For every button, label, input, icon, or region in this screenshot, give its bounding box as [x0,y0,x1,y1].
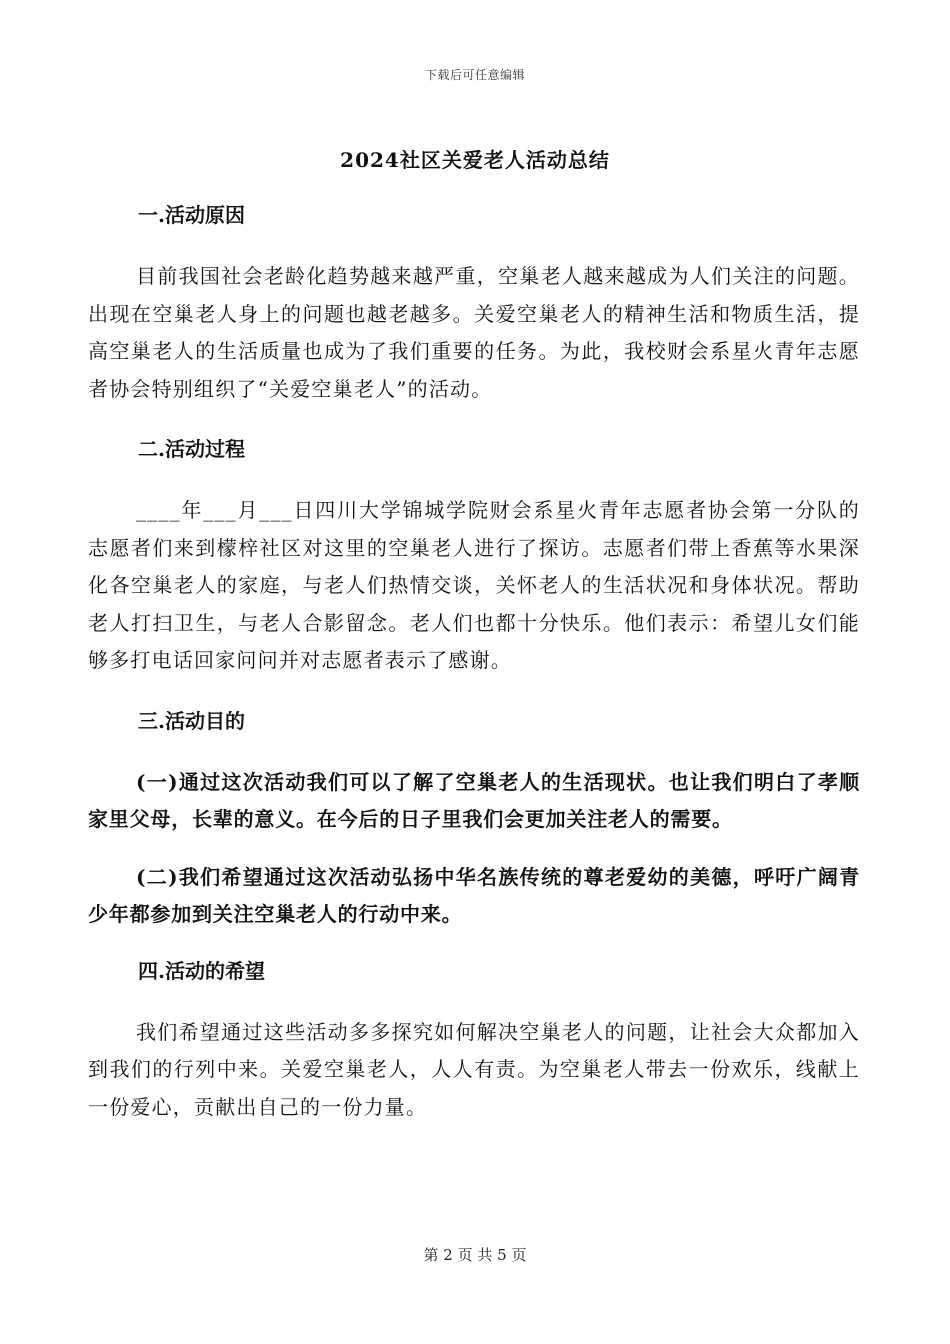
paragraph-bold: (一)通过这次活动我们可以了解了空巢老人的生活现状。也让我们明白了孝顺家里父母，长辈的意义。在今后的日子里我们会更加关注老人的需要。 [88,769,860,831]
section-reason [88,198,860,408]
header-note: 下载后可任意编辑 [424,68,525,82]
paragraph: 目前我国社会老龄化趋势越来越严重，空巢老人越来越成为人们关注的问题。出现在空巢老人身上的问题也越老越多。关爱空巢老人的精神生活和物质生活，提高空巢老人的生活质量也成为了我们重要的任务。为此，我校财会系星火青年志愿者协会特别组织了“关爱空巢老人”的活动。 [88,264,860,401]
section-purpose [88,704,860,934]
section-heading: 四.活动的希望 [138,958,265,983]
section-heading: 二.活动过程 [138,437,245,461]
document-body [88,198,860,1150]
paragraph: ____年___月___日四川大学锦城学院财会系星火青年志愿者协会第一分队的志愿者们来到檬梓社区对这里的空巢老人进行了探访。志愿者们带上香蕉等水果深化各空巢老人的家庭，与老人们热情交谈，关怀老人的生活状况和身体状况。帮助老人打扫卫生，与老人合影留念。老人们也都十分快乐。他们表示：希望儿女们能够多打电话回家问问并对志愿者表示了感谢。 [88,498,860,672]
section-process [88,432,860,680]
paragraph-bold: (二)我们希望通过这次活动弘扬中华名族传统的尊老爱幼的美德，呼吁广阔青少年都参加到关注空巢老人的行动中来。 [88,864,860,926]
section-heading: 一.活动原因 [138,203,245,227]
page-number: 第 2 页 共 5 页 [423,1246,527,1264]
paragraph: 我们希望通过这些活动多多探究如何解决空巢老人的问题，让社会大众都加入到我们的行列中来。关爱空巢老人，人人有责。为空巢老人带去一份欢乐，线献上一份爱心，贡献出自己的一份力量。 [88,1019,860,1119]
section-heading: 三.活动目的 [138,708,245,733]
document-title: 2024社区关爱老人活动总结 [340,148,610,172]
section-hope [88,954,860,1127]
